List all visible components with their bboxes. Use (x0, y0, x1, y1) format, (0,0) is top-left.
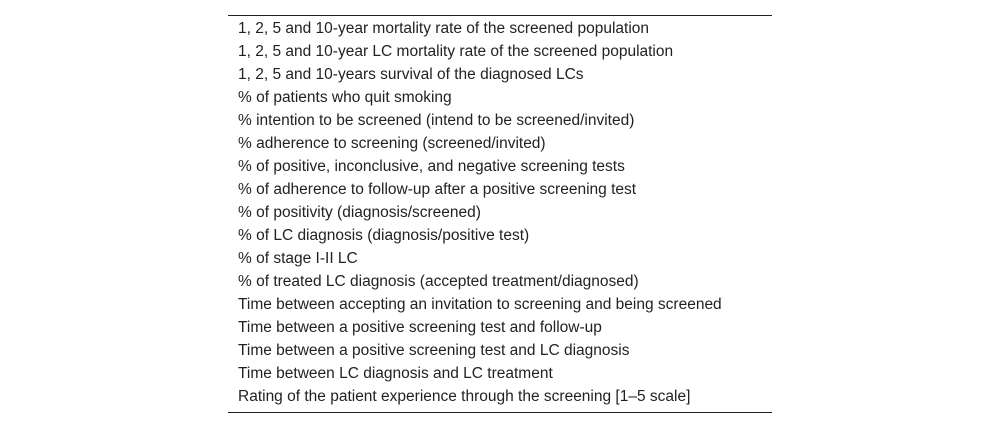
table-cell: 1, 2, 5 and 10-year LC mortality rate of the screened population (238, 43, 674, 60)
table-cell: % intention to be screened (intend to be screened/invited) (238, 112, 635, 129)
table-cell: Rating of the patient experience through the screening [1–5 scale] (238, 388, 691, 405)
table-row (228, 224, 772, 247)
table-cell: % of stage I-II LC (238, 250, 358, 267)
table-row (228, 63, 772, 86)
table-row (228, 40, 772, 63)
table-cell: % of positivity (diagnosis/screened) (238, 204, 481, 221)
table-cell: Time between LC diagnosis and LC treatment (238, 365, 553, 382)
indicators-table-container (228, 15, 772, 413)
table-cell: % of treated LC diagnosis (accepted treatment/diagnosed) (238, 273, 639, 290)
table-row (228, 339, 772, 362)
table-cell: % of adherence to follow-up after a positive screening test (238, 181, 637, 198)
table-row (228, 316, 772, 339)
table-row (228, 155, 772, 178)
table-cell: Time between a positive screening test and LC diagnosis (238, 342, 630, 359)
indicators-table (228, 17, 772, 408)
table-cell: 1, 2, 5 and 10-year mortality rate of the screened population (238, 20, 649, 37)
table-cell: Time between accepting an invitation to screening and being screened (238, 296, 722, 313)
table-row (228, 109, 772, 132)
table-row (228, 385, 772, 408)
table-cell: 1, 2, 5 and 10-years survival of the diagnosed LCs (238, 66, 584, 83)
table-row (228, 247, 772, 270)
table-row (228, 362, 772, 385)
table-cell: % of LC diagnosis (diagnosis/positive test) (238, 227, 530, 244)
table-cell: % of patients who quit smoking (238, 89, 452, 106)
table-row (228, 86, 772, 109)
table-row (228, 270, 772, 293)
table-row (228, 132, 772, 155)
table-row (228, 17, 772, 40)
table-cell: Time between a positive screening test and follow-up (238, 319, 602, 336)
table-row (228, 178, 772, 201)
table-cell: % adherence to screening (screened/invited) (238, 135, 546, 152)
table-cell: % of positive, inconclusive, and negative screening tests (238, 158, 625, 175)
table-row (228, 201, 772, 224)
table-row (228, 293, 772, 316)
